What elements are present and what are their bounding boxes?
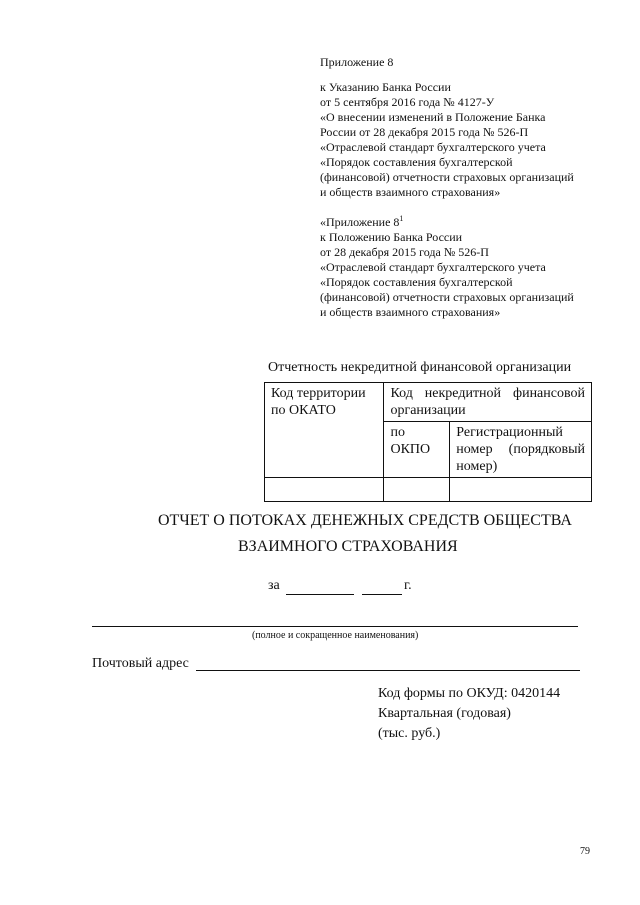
report-units: (тыс. руб.) [378,726,441,741]
appendix-2-title [320,211,574,230]
header-line: от 5 сентября 2016 года № 4127-У [320,95,495,109]
name-caption: (полное и сокращенное наименования) [252,630,419,641]
header-line: «Порядок составления бухгалтерской [320,155,513,169]
registration-value-cell[interactable] [450,478,592,502]
header-line: и обществ взаимного страхования» [320,185,501,199]
header-line: России от 28 декабря 2015 года № 526-П [320,125,529,139]
header-line: «Отраслевой стандарт бухгалтерского учета [320,140,546,154]
header-line: (финансовой) отчетности страховых организаций [320,170,574,184]
registration-cell [450,422,592,478]
page-number: 79 [580,846,590,857]
territory-value-cell[interactable] [265,478,384,502]
okpo-label-line: ОКПО [390,442,431,457]
registration-label-line: Регистрационный [456,425,563,440]
org-code-cell [384,383,592,422]
registration-label-line: номер (порядковый [456,442,585,457]
postal-address-label: Почтовый адрес [92,656,189,671]
report-frequency: Квартальная (годовая) [378,706,511,721]
appendix-title: Приложение 8 [320,55,394,69]
header-line: от 28 декабря 2015 года № 526-П [320,245,489,259]
period-prefix: за [268,578,280,593]
registration-label-line: номер) [456,459,498,474]
report-title-line1: ОТЧЕТ О ПОТОКАХ ДЕНЕЖНЫХ СРЕДСТВ ОБЩЕСТВА [158,512,572,529]
header-line: «О внесении изменений в Положение Банка [320,110,546,124]
period-year-blank[interactable] [362,594,402,595]
territory-label-line: Код территории [271,386,366,401]
appendix-2-superscript: 1 [399,214,404,223]
header-line: к Положению Банка России [320,230,463,244]
period-date-blank[interactable] [286,594,354,595]
codes-table [264,382,592,502]
header-line: «Порядок составления бухгалтерской [320,275,513,289]
table-row [265,383,592,422]
appendix-2-title-text: «Приложение 8 [320,215,400,229]
org-code-label-line: организации [390,403,466,418]
period-suffix: г. [404,578,412,593]
appendix-header [320,55,574,200]
org-code-label-line: Код некредитной финансовой [390,386,585,401]
reporting-title: Отчетность некредитной финансовой организации [268,360,572,375]
okud-code: Код формы по ОКУД: 0420144 [378,686,561,701]
okpo-value-cell[interactable] [384,478,450,502]
header-line: (финансовой) отчетности страховых организаций [320,290,574,304]
table-row [265,478,592,502]
report-title-line2: ВЗАИМНОГО СТРАХОВАНИЯ [238,538,458,555]
postal-address-blank[interactable] [196,670,580,671]
territory-cell [265,383,384,478]
appendix-header-2 [320,211,574,320]
okpo-cell [384,422,450,478]
okpo-label-line: по [390,425,405,440]
header-line: «Отраслевой стандарт бухгалтерского учета [320,260,546,274]
header-line: к Указанию Банка России [320,80,451,94]
form-info [378,684,560,744]
header-line: и обществ взаимного страхования» [320,305,501,319]
territory-label-line: по ОКАТО [271,403,336,418]
org-name-blank[interactable] [92,626,578,627]
